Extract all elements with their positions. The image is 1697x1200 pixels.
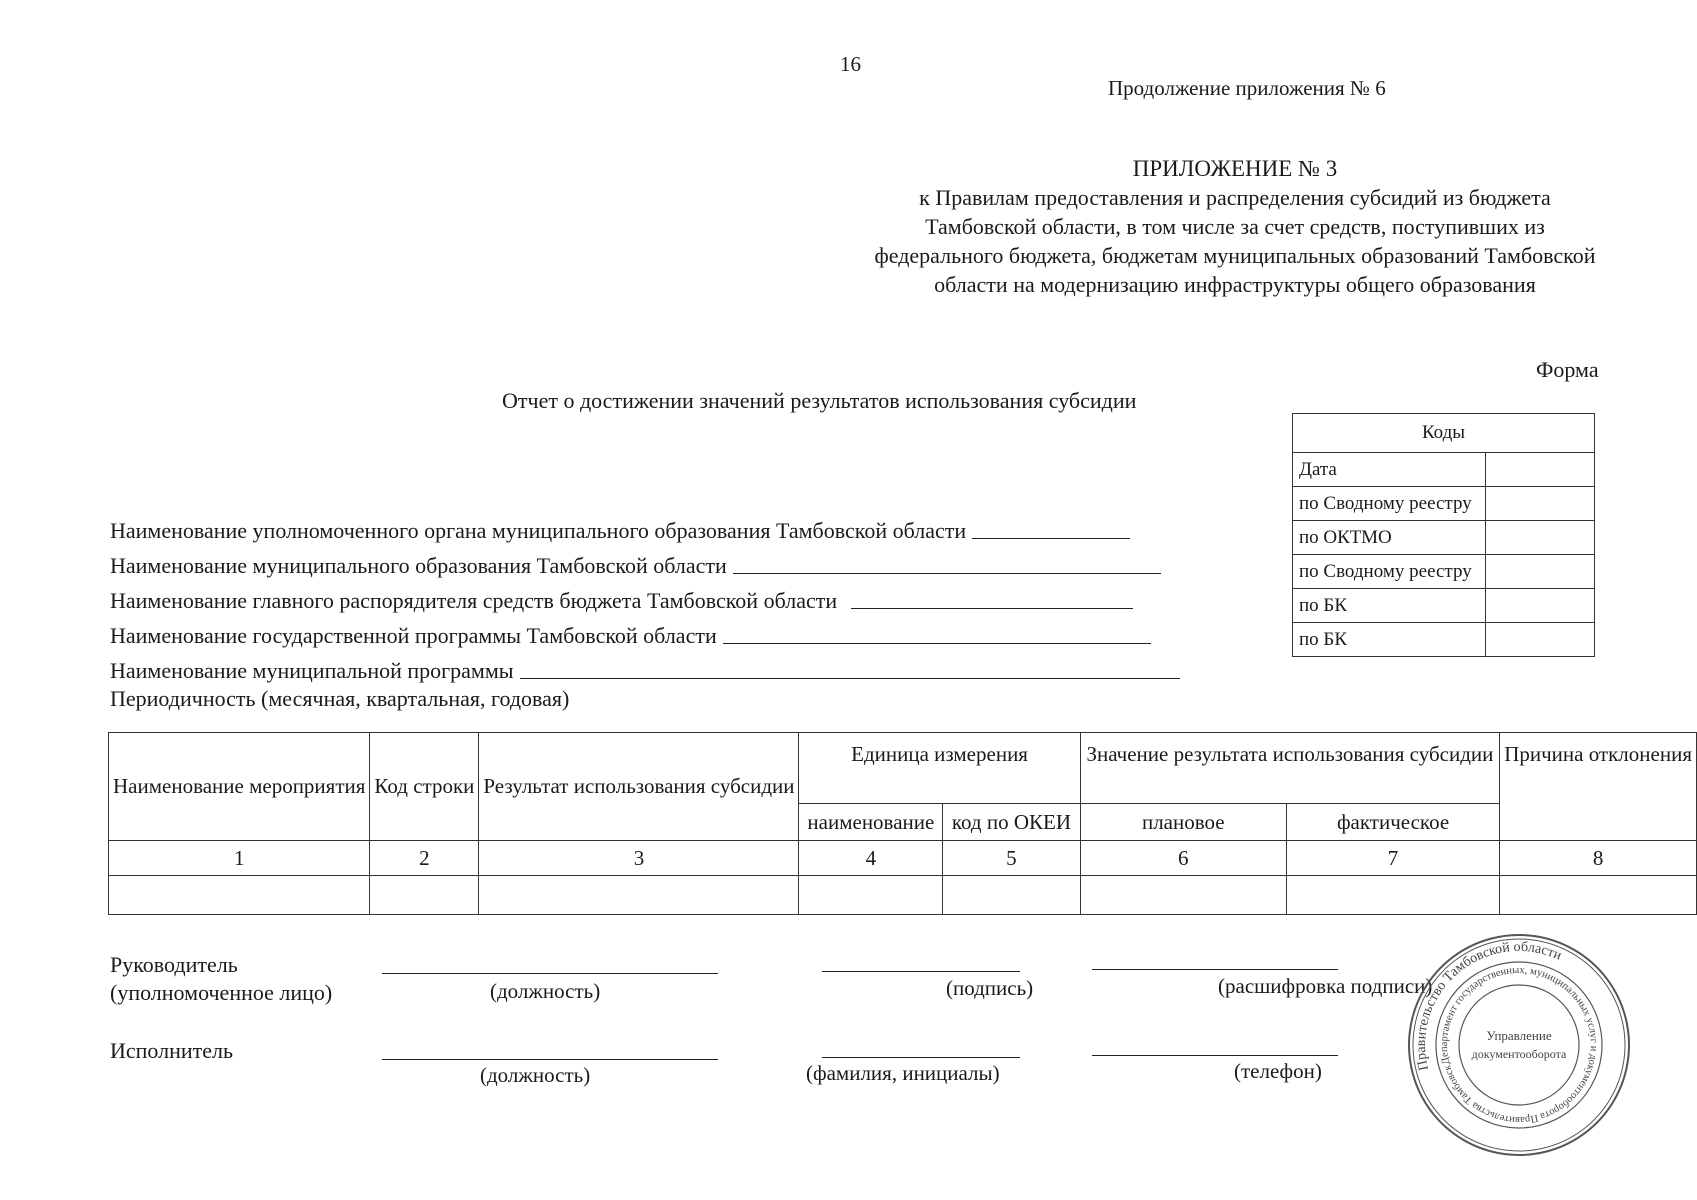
header-row-code: Код строки bbox=[370, 733, 479, 841]
field-periodicity bbox=[110, 686, 569, 712]
code-value-cell[interactable] bbox=[1486, 453, 1595, 487]
stamp-outer-ring bbox=[1404, 930, 1634, 1160]
field-line[interactable] bbox=[972, 537, 1130, 539]
code-value-cell[interactable] bbox=[1486, 555, 1595, 589]
field-label: Наименование уполномоченного органа муниципального образования Тамбовской области bbox=[110, 518, 967, 543]
field-line[interactable] bbox=[851, 607, 1133, 609]
field-line[interactable] bbox=[723, 642, 1151, 644]
field-chief-manager bbox=[110, 588, 1133, 614]
page-number: 16 bbox=[840, 52, 861, 76]
field-municipal-program bbox=[110, 658, 1180, 684]
header-planned-value: плановое bbox=[1080, 804, 1286, 841]
codes-table bbox=[1292, 413, 1595, 657]
field-municipality bbox=[110, 553, 1161, 579]
executor-name-line[interactable] bbox=[822, 1056, 1020, 1058]
executor-position-line[interactable] bbox=[382, 1058, 718, 1060]
column-number: 5 bbox=[943, 841, 1080, 876]
head-decoding-caption: (расшифровка подписи) bbox=[1218, 974, 1433, 998]
stamp-middle-text: Департамент государственных, муниципальных услуг и документооборота Правительства Тамбовской bbox=[1438, 964, 1600, 1126]
column-number: 4 bbox=[799, 841, 943, 876]
code-value-cell[interactable] bbox=[1486, 589, 1595, 623]
stamp-outer-text: Правительство Тамбовской области bbox=[1413, 939, 1564, 1072]
appendix-line: области на модернизацию инфраструктуры общего образования bbox=[934, 272, 1536, 297]
header-unit-code: код по ОКЕИ bbox=[943, 804, 1080, 841]
field-label: Наименование муниципальной программы bbox=[110, 658, 514, 683]
continuation-note: Продолжение приложения № 6 bbox=[1108, 76, 1386, 100]
head-position-caption: (должность) bbox=[490, 979, 601, 1003]
head-decoding-line[interactable] bbox=[1092, 968, 1338, 970]
header-activity-name: Наименование мероприятия bbox=[109, 733, 370, 841]
column-number: 2 bbox=[370, 841, 479, 876]
data-cell[interactable] bbox=[943, 876, 1080, 915]
appendix-line: к Правилам предоставления и распределения субсидий из бюджета bbox=[919, 185, 1551, 210]
code-label: по БК bbox=[1293, 589, 1486, 623]
results-table bbox=[108, 732, 1697, 915]
header-unit-group: Единица измерения bbox=[799, 733, 1080, 804]
codes-header: Коды bbox=[1293, 414, 1595, 453]
field-line[interactable] bbox=[733, 572, 1161, 574]
data-cell[interactable] bbox=[479, 876, 799, 915]
code-label: по ОКТМО bbox=[1293, 521, 1486, 555]
header-unit-name: наименование bbox=[799, 804, 943, 841]
header-result: Результат использования субсидии bbox=[479, 733, 799, 841]
column-number: 7 bbox=[1286, 841, 1499, 876]
code-label: Дата bbox=[1293, 453, 1486, 487]
field-label: Наименование главного распорядителя средств бюджета Тамбовской области bbox=[110, 588, 838, 613]
data-cell[interactable] bbox=[799, 876, 943, 915]
field-label: Наименование государственной программы Тамбовской области bbox=[110, 623, 717, 648]
field-state-program bbox=[110, 623, 1151, 649]
executor-name-caption: (фамилия, инициалы) bbox=[806, 1061, 1000, 1085]
head-label: Руководитель bbox=[110, 952, 238, 977]
appendix-block bbox=[820, 154, 1650, 299]
code-label: по Сводному реестру bbox=[1293, 555, 1486, 589]
stamp-outer-ring-thin bbox=[1404, 930, 1634, 1160]
appendix-title: ПРИЛОЖЕНИЕ № 3 bbox=[1132, 156, 1338, 181]
head-signature-caption: (подпись) bbox=[946, 976, 1034, 1000]
column-number: 6 bbox=[1080, 841, 1286, 876]
column-number: 1 bbox=[109, 841, 370, 876]
form-label: Форма bbox=[1536, 357, 1599, 382]
data-cell[interactable] bbox=[1080, 876, 1286, 915]
stamp-center-line: Управление bbox=[1486, 1028, 1552, 1043]
code-label: по БК bbox=[1293, 623, 1486, 657]
head-sublabel: (уполномоченное лицо) bbox=[110, 980, 333, 1005]
code-value-cell[interactable] bbox=[1486, 623, 1595, 657]
field-label: Периодичность (месячная, квартальная, годовая) bbox=[110, 686, 570, 711]
official-stamp bbox=[1404, 930, 1634, 1160]
executor-position-caption: (должность) bbox=[480, 1063, 591, 1087]
report-title: Отчет о достижении значений результатов использования субсидии bbox=[502, 388, 1137, 413]
field-line[interactable] bbox=[520, 677, 1180, 679]
executor-label: Исполнитель bbox=[110, 1038, 234, 1063]
code-value-cell[interactable] bbox=[1486, 521, 1595, 555]
header-deviation-reason: Причина отклонения bbox=[1500, 733, 1697, 841]
executor-phone-line[interactable] bbox=[1092, 1054, 1338, 1056]
column-number: 3 bbox=[479, 841, 799, 876]
header-value-group: Значение результата использования субсидии bbox=[1080, 733, 1500, 804]
data-cell[interactable] bbox=[1286, 876, 1499, 915]
field-label: Наименование муниципального образования Тамбовской области bbox=[110, 553, 727, 578]
data-cell[interactable] bbox=[1500, 876, 1697, 915]
header-actual-value: фактическое bbox=[1286, 804, 1499, 841]
appendix-line: федерального бюджета, бюджетам муниципальных образований Тамбовской bbox=[874, 243, 1596, 268]
column-number: 8 bbox=[1500, 841, 1697, 876]
field-authorized-body bbox=[110, 518, 1130, 544]
code-value-cell[interactable] bbox=[1486, 487, 1595, 521]
head-position-line[interactable] bbox=[382, 972, 718, 974]
appendix-line: Тамбовской области, в том числе за счет средств, поступивших из bbox=[925, 214, 1545, 239]
data-cell[interactable] bbox=[109, 876, 370, 915]
stamp-center-line: документооборота bbox=[1471, 1047, 1567, 1061]
code-label: по Сводному реестру bbox=[1293, 487, 1486, 521]
executor-phone-caption: (телефон) bbox=[1234, 1059, 1322, 1083]
head-signature-line[interactable] bbox=[822, 970, 1020, 972]
data-cell[interactable] bbox=[370, 876, 479, 915]
